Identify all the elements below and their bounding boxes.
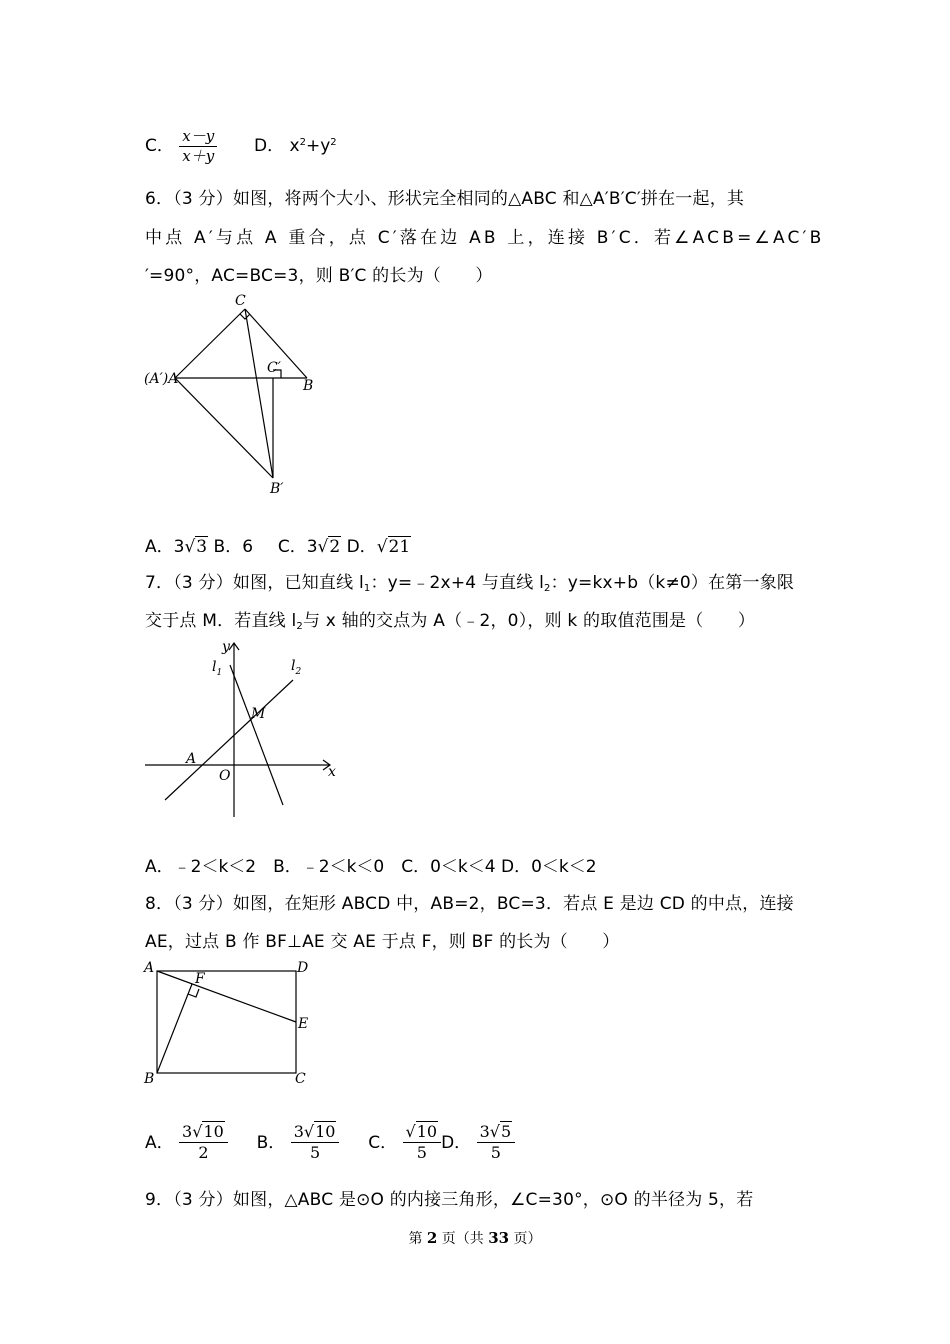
q7-text-line-1: 7．（3 分）如图，已知直线 $l_1$：y=﹣2x+4 与直线 $l_2$：y=kx+b（k≠0）在第一象限 xyxy=(145,573,795,594)
footer-total-pages: 33 xyxy=(488,1229,510,1247)
q6-option-a-label: A．3 xyxy=(145,537,185,557)
q8-segment-ae xyxy=(157,971,296,1022)
q6-edge-cb-prime xyxy=(245,309,273,478)
q7-figure xyxy=(140,635,345,820)
q8-option-a-label: A． xyxy=(145,1132,174,1153)
q5-option-d-text: $x^2+y^2$ xyxy=(289,136,337,156)
q6-label-b-prime: B′ xyxy=(270,481,284,497)
q6-edge-ab-prime xyxy=(175,378,273,478)
q6-text-line-2: 中点 A′与点 A 重合，点 C′落在边 AB 上，连接 B′C．若∠ACB=∠AC′B xyxy=(145,228,825,248)
q6-option-b-label: B．6 xyxy=(213,537,254,557)
q6-figure xyxy=(140,290,340,500)
q8-option-c-fraction: $\frac{√10}{5}$ xyxy=(403,1123,442,1163)
q8-label-b: B xyxy=(144,1071,155,1087)
q7-options: A．﹣2＜k＜2 B．﹣2＜k＜0 C．0＜k＜4 D．0＜k＜2 xyxy=(145,857,597,877)
q7-label-y: y xyxy=(222,639,230,655)
q8-label-c: C xyxy=(295,1071,306,1087)
q9-text-line-1: 9．（3 分）如图，△ABC 是⊙O 的内接三角形，∠C=30°，⊙O 的半径为 5，若 xyxy=(145,1190,754,1210)
q7-label-l1: $l_1$ xyxy=(212,659,223,678)
q5-option-c-numerator: x－y xyxy=(179,128,217,147)
q6-option-a-radical: √3 xyxy=(184,537,208,557)
q8-options xyxy=(145,1123,515,1163)
q6-text-line-3: ′=90°，AC=BC=3，则 B′C 的长为（ ） xyxy=(145,266,493,286)
q7-label-x: x xyxy=(328,764,336,780)
q8-segment-bf xyxy=(157,984,192,1073)
q8-option-b-fraction: $\frac{3√10}{5}$ xyxy=(291,1123,340,1163)
q8-option-c-label: C． xyxy=(368,1132,398,1153)
q8-option-d-label: D． xyxy=(441,1132,472,1153)
q6-option-d-radical: √21 xyxy=(376,537,411,557)
q7-label-l2: $l_2$ xyxy=(291,658,302,677)
q6-text-line-1: 6．（3 分）如图，将两个大小、形状完全相同的△ABC 和△A′B′C′拼在一起，其 xyxy=(145,189,745,209)
q5-option-c-label: C． xyxy=(145,136,174,156)
q7-label-a: A xyxy=(186,751,197,767)
q5-option-c-denominator: x＋y xyxy=(182,146,215,165)
q8-figure xyxy=(140,955,320,1090)
q8-label-d: D xyxy=(297,960,309,976)
q6-edge-ca xyxy=(175,309,245,378)
q8-label-e: E xyxy=(298,1016,309,1032)
q8-option-a-fraction: $\frac{3√10}{2}$ xyxy=(179,1123,228,1163)
q8-option-b-label: B． xyxy=(256,1132,286,1153)
q7-label-o: O xyxy=(219,768,231,784)
page-footer: 第 2 页（共 33 页） xyxy=(408,1229,542,1247)
q6-options xyxy=(145,532,411,557)
q8-rectangle-abcd xyxy=(157,971,296,1073)
q6-option-c-radical: √2 xyxy=(317,537,341,557)
footer-page-number: 2 xyxy=(426,1229,438,1247)
q5-options xyxy=(145,128,337,164)
q5-option-d-label: D． xyxy=(254,136,285,156)
q6-option-c-label: C．3 xyxy=(277,537,318,557)
q8-text-line-1: 8．（3 分）如图，在矩形 ABCD 中，AB=2，BC=3．若点 E 是边 CD 的中点，连接 xyxy=(145,894,794,914)
q6-option-d-label: D． xyxy=(346,537,377,557)
q8-label-a: A xyxy=(144,960,155,976)
q6-label-c: C xyxy=(235,293,246,309)
q6-label-a: (A′)A xyxy=(144,371,179,387)
q7-line-l1 xyxy=(230,665,283,805)
q8-option-d-fraction: $\frac{3√5}{5}$ xyxy=(477,1123,516,1163)
q6-label-c-prime: C′ xyxy=(267,360,281,376)
q5-option-c-fraction xyxy=(179,128,217,164)
q8-text-line-2: AE，过点 B 作 BF⊥AE 交 AE 于点 F，则 BF 的长为（ ） xyxy=(145,932,620,952)
q7-label-m: M xyxy=(251,706,266,722)
q6-right-angle-c xyxy=(240,314,250,319)
q8-label-f: F xyxy=(195,971,205,987)
q7-text-line-2: 交于点 M．若直线 $l_2$与 x 轴的交点为 A（﹣2，0），则 k 的取值范围是（ ） xyxy=(145,611,756,632)
q6-label-b: B xyxy=(303,378,314,394)
